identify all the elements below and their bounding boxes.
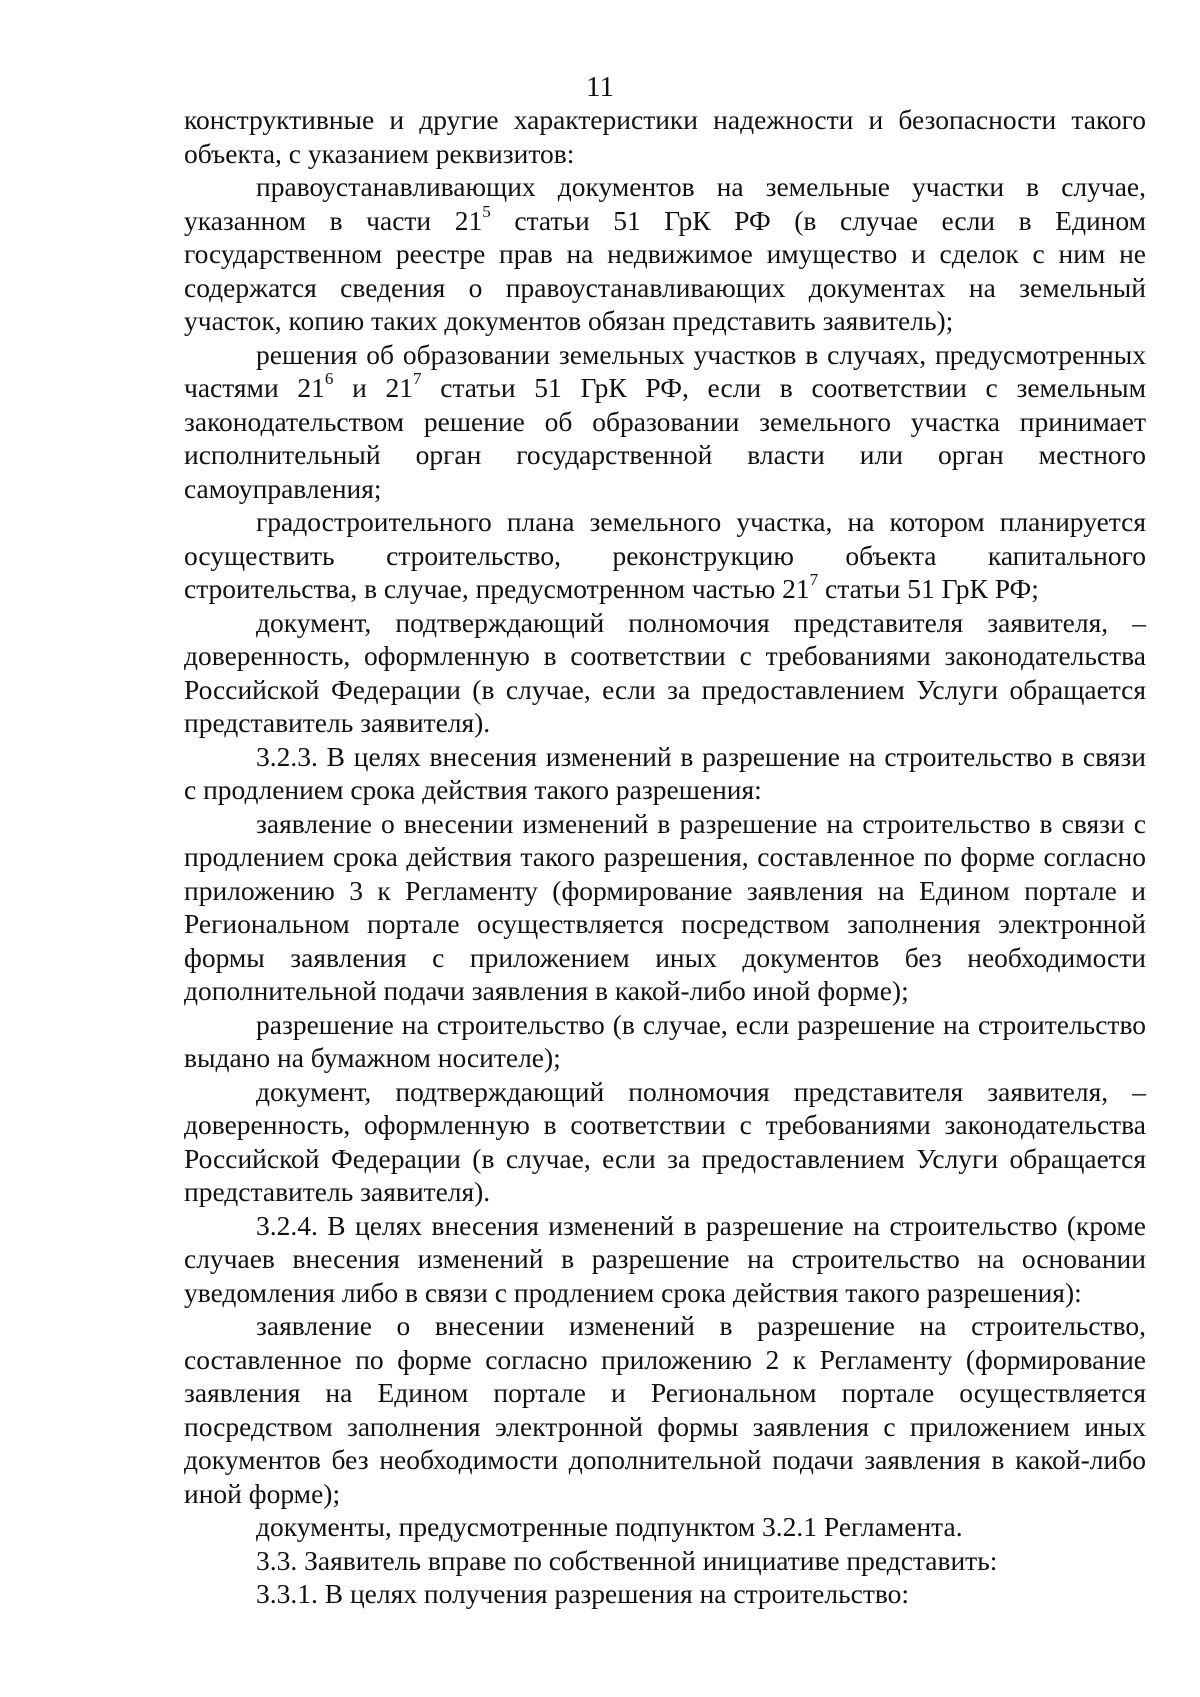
superscript: 5 xyxy=(482,201,491,221)
paragraph-text: 3.2.3. В целях внесения изменений в разрешение на строительство в связи с продлением срока действия такого разрешения: xyxy=(184,740,1146,805)
paragraph-text: 3.3. Заявитель вправе по собственной инициативе представить: xyxy=(256,1544,998,1576)
representative-authority-item xyxy=(184,606,1146,740)
section-3-3-heading xyxy=(184,1544,1146,1578)
paragraph-text: документ, подтверждающий полномочия представителя заявителя, – доверенность, оформленную в соответствии с требованиями законодательства Российской Федерации (в случае, если за предоставлением Услуги обращается представитель заявителя). xyxy=(184,1075,1146,1207)
extension-application-item xyxy=(184,807,1146,1008)
paragraph-text: документ, подтверждающий полномочия представителя заявителя, – доверенность, оформленную в соответствии с требованиями законодательства Российской Федерации (в случае, если за предоставлением Услуги обращается представитель заявителя). xyxy=(184,606,1146,738)
intro-paragraph xyxy=(184,103,1146,170)
title-documents-item xyxy=(184,170,1146,338)
paragraph-text: и 21 xyxy=(333,372,414,403)
paragraph-text: заявление о внесении изменений в разрешение на строительство, составленное по форме согласно приложению 2 к Регламенту (формирование заявления на Едином портале и Региональном портале осуществляется посредством заполнения электронной формы заявления с приложением иных документов без необходимости дополнительной подачи заявления в какой-либо иной форме); xyxy=(184,1310,1146,1509)
page-number: 11 xyxy=(586,71,614,103)
urban-planning-plan-item xyxy=(184,505,1146,606)
document-body xyxy=(184,103,1146,1611)
representative-authority-item-2 xyxy=(184,1075,1146,1209)
documents-3-2-1-item xyxy=(184,1510,1146,1544)
paragraph-text: решения об образовании земельных участков в случаях, предусмотренных частями 21 xyxy=(184,338,1146,403)
superscript: 6 xyxy=(324,369,334,389)
paragraph-text: 3.2.4. В целях внесения изменений в разрешение на строительство (кроме случаев внесения изменений в разрешение на строительство на основании уведомления либо в связи с продлением срока действия такого разрешения): xyxy=(184,1209,1146,1308)
section-3-2-4-heading xyxy=(184,1209,1146,1310)
paragraph-text: заявление о внесении изменений в разрешение на строительство в связи с продлением срока действия такого разрешения, составленное по форме согласно приложению 3 к Регламенту (формирование заявления на Едином портале и Региональном портале осуществляется посредством заполнения электронной формы заявления с приложением иных документов без необходимости дополнительной подачи заявления в какой-либо иной форме); xyxy=(184,807,1146,1006)
section-3-2-3-heading xyxy=(184,740,1146,807)
paragraph-text: разрешение на строительство (в случае, если разрешение на строительство выдано на бумажном носителе); xyxy=(184,1008,1146,1073)
paragraph-text: градостроительного плана земельного участка, на котором планируется осуществить строительство, реконструкцию объекта капитального строительства, в случае, предусмотренном частью 21 xyxy=(184,506,1146,604)
superscript: 7 xyxy=(809,570,819,590)
land-plot-decision-item xyxy=(184,338,1146,506)
paragraph-text: документы, предусмотренные подпунктом 3.2.1 Регламента. xyxy=(256,1511,963,1542)
paragraph-text: статьи 51 ГрК РФ; xyxy=(818,573,1039,604)
paragraph-text: конструктивные и другие характеристики надежности и безопасности такого объекта, с указанием реквизитов: xyxy=(184,104,1146,169)
paragraph-text: статьи 51 ГрК РФ, если в соответствии с земельным законодательством решение об образовании земельного участка принимает исполнительный орган государственной власти или орган местного самоуправления; xyxy=(184,372,1146,504)
superscript: 7 xyxy=(413,369,422,389)
section-3-3-1-heading xyxy=(184,1577,1146,1611)
paragraph-text: статьи 51 ГрК РФ (в случае если в Едином государственном реестре прав на недвижимое имущество и сделок с ним не содержатся сведения о правоустанавливающих документах на земельный участок, копию таких документов обязан представить заявитель); xyxy=(184,204,1147,336)
paragraph-text: правоустанавливающих документов на земельные участки в случае, указанном в части 21 xyxy=(184,171,1146,236)
paragraph-text: 3.3.1. В целях получения разрешения на строительство: xyxy=(256,1578,910,1609)
amendment-application-item xyxy=(184,1309,1146,1510)
permit-paper-item xyxy=(184,1008,1146,1075)
